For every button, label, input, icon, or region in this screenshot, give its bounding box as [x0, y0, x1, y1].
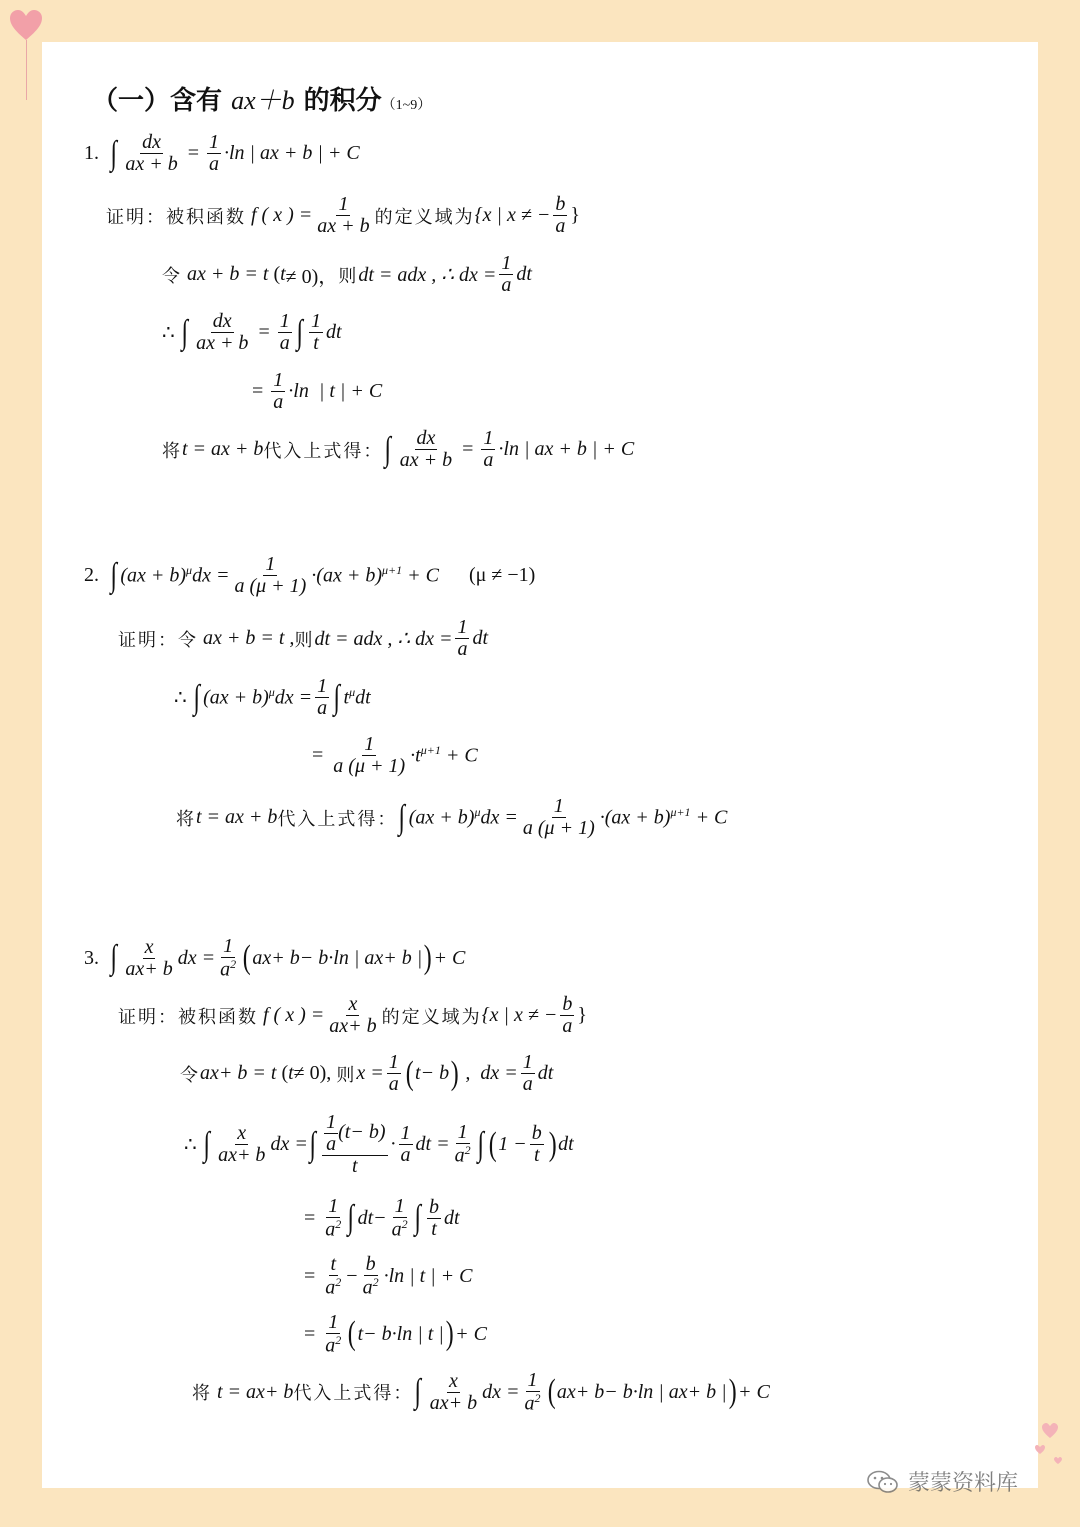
small-hearts-icon: [1030, 1420, 1070, 1470]
wechat-icon: [866, 1470, 900, 1494]
section-title: （一）含有 ax＋b 的积分（1~9）: [92, 86, 432, 116]
proof-2-step1: ∴ ∫ (ax + b)$^\mu$dx = $\frac{1}{a}$ ∫ $t^\mu dt$: [174, 675, 371, 719]
proof-1-domain: 证明： 被积函数 f ( x ) = $\frac{1}{ax + b}$ 的定义域为 {x | x ≠ − $\frac{b}{a}$ }: [106, 193, 580, 237]
formula-3: 3. ∫ $\frac{x}{ax+ b}$ dx = $\frac{1}{a^2}$ ( ax+ b− b·ln | ax+ b | ) + C: [84, 935, 466, 981]
proof-3-domain: 证明： 被积函数 f ( x ) = $\frac{x}{ax+ b}$ 的定义域为 {x | x ≠ − $\frac{b}{a}$ }: [118, 993, 587, 1037]
proof-3-step1: ∴ ∫ $\frac{x}{ax+ b}$ dx = ∫ $\frac{1}{a}$ (t− b) t · $\frac{1}{a}$ dt = $\frac{1}{a^2}$ ∫ ( 1 − $\frac{b}{t}$ ) dt: [184, 1111, 574, 1177]
formula-2: 2. ∫ (ax + b)$^\mu$dx = $\frac{1}{a (\mu + 1)}$ ·(ax + b)$^{\mu+1}$ + C (μ ≠ −1): [84, 553, 536, 597]
proof-1-step1: ∴ ∫ $\frac{dx}{ax + b}$ = $\frac{1}{a}$ ∫ $\frac{1}{t}$ dt: [162, 310, 342, 354]
proof-3-substitution: 令 ax+ b = t ( t ≠ 0), 则 x = $\frac{1}{a}$ ( t− b ) , dx = $\frac{1}{a}$ dt: [180, 1051, 554, 1095]
proof-2-substitution: 证明： 令 ax + b = t , 则 dt = adx , ∴ dx = $\frac{1}{a}$ dt: [118, 616, 489, 660]
proof-1-substitution: 令 ax + b = t ( t ≠ 0)， 则 dt = adx , ∴ dx = $\frac{1}{a}$ dt: [162, 252, 532, 296]
proof-3-step3: = $\frac{t}{a^2}$ − $\frac{b}{a^2}$ ·ln | t | + C: [304, 1253, 473, 1299]
proof-1-result: 将 t = ax + b 代入上式得： ∫ $\frac{dx}{ax + b}$ = $\frac{1}{a}$ ·ln | ax + b | + C: [162, 427, 635, 471]
proof-3-step2: = $\frac{1}{a^2}$ ∫ dt− $\frac{1}{a^2}$ ∫ $\frac{b}{t}$ dt: [304, 1195, 460, 1241]
proof-3-step4: = $\frac{1}{a^2}$ ( t− b·ln | t | ) + C: [304, 1311, 487, 1357]
proof-2-result: 将 t = ax + b 代入上式得： ∫ (ax + b)$^\mu$dx = $\frac{1}{a (\mu + 1)}$ ·(ax + b)$^{\mu+1}$ + C: [176, 795, 728, 839]
proof-2-step2: = $\frac{1}{a (\mu + 1)}$ $\cdot t^{\mu+1} + C$: [312, 733, 478, 777]
heart-string: [26, 40, 27, 100]
proof-1-step2: = $\frac{1}{a}$ ·ln | t | + C: [252, 369, 383, 413]
watermark: 蒙蒙资料库: [866, 1466, 1018, 1497]
heart-icon: [8, 8, 44, 44]
formula-1: 1. ∫ $\frac{dx}{ax + b}$ = $\frac{1}{a}$ ·ln | ax + b | + C: [84, 131, 360, 175]
proof-3-result: 将 t = ax+ b 代入上式得： ∫ $\frac{x}{ax+ b}$ dx = $\frac{1}{a^2}$ ( ax+ b− b·ln | ax+ b | ) + C: [192, 1369, 770, 1415]
